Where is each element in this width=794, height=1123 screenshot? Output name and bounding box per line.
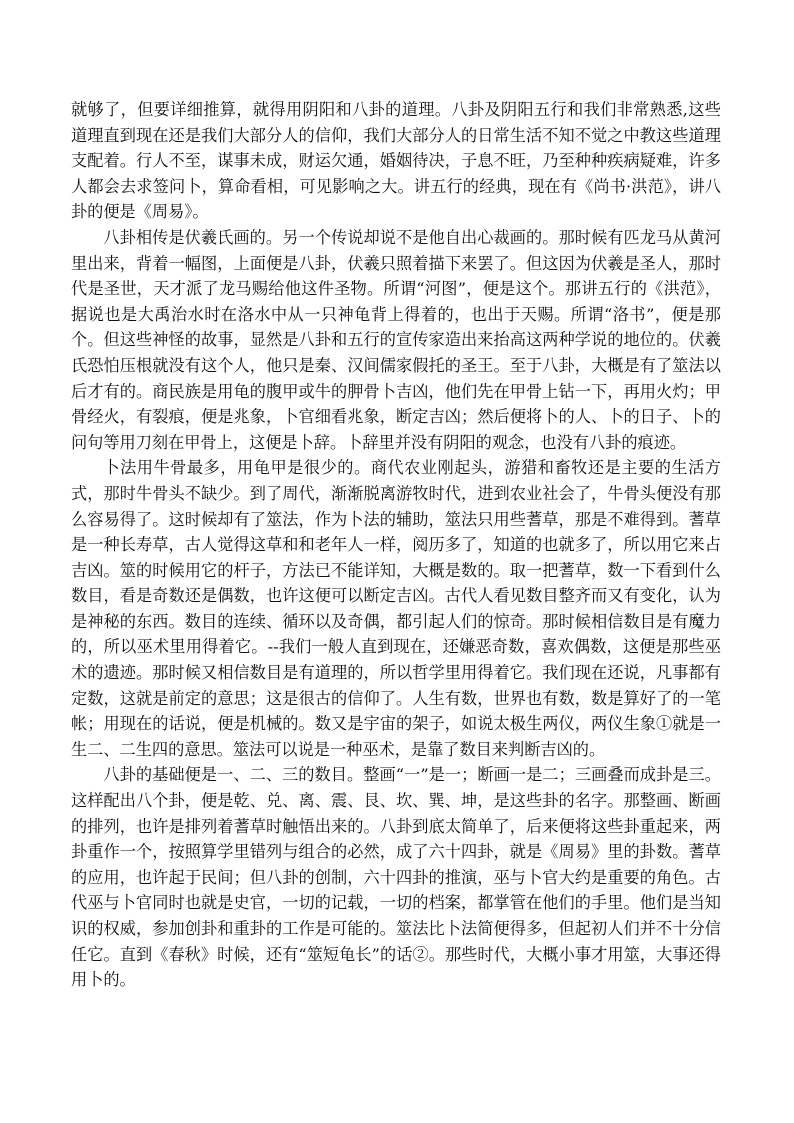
paragraph-2: 八卦相传是伏羲氏画的。另一个传说却说不是他自出心裁画的。那时候有匹龙马从黄河里出来，背着一幅图，上面便是八卦，伏羲只照着描下来罢了。但这因为伏羲是圣人，那时代是圣世，天才派了龙马赐给他这件圣物。所谓“河图”，便是这个。那讲五行的《洪范》，据说也是大禹治水时在洛水中从一只神龟背上得着的，也出于天赐。所谓“洛书”，便是那个。但这些神怪的故事，显然是八卦和五行的宣传家造出来抬高这两种学说的地位的。伏羲氏恐怕压根就没有这个人，他只是秦、汉间儒家假托的圣王。至于八卦，大概是有了筮法以后才有的。商民族是用龟的腹甲或牛的胛骨卜吉凶，他们先在甲骨上钻一下，再用火灼；甲骨经火，有裂痕，便是兆象，卜官细看兆象，断定吉凶；然后便将卜的人、卜的日子、卜的问句等用刀刻在甲骨上，这便是卜辞。卜辞里并没有阴阳的观念，也没有八卦的痕迹。 [71,227,721,452]
document-page [71,97,721,993]
paragraph-1: 就够了，但要详细推算，就得用阴阳和八卦的道理。八卦及阴阳五行和我们非常熟悉,这些道理直到现在还是我们大部分人的信仰，我们大部分人的日常生活不知不觉之中教这些道理支配着。行人不至，谋事未成，财运欠通，婚姻待决，子息不旺，乃至种种疾病疑难，许多人都会去求签问卜，算命看相，可见影响之大。讲五行的经典，现在有《尚书·洪范》，讲八卦的便是《周易》。 [71,100,721,222]
paragraph-3: 卜法用牛骨最多，用龟甲是很少的。商代农业刚起头，游猎和畜牧还是主要的生活方式，那时牛骨头不缺少。到了周代，渐渐脱离游牧时代，进到农业社会了，牛骨头便没有那么容易得了。这时候却有了筮法，作为卜法的辅助，筮法只用些蓍草，那是不难得到。蓍草是一种长寿草，古人觉得这草和和老年人一样，阅历多了，知道的也就多了，所以用它来占吉凶。筮的时候用它的杆子，方法已不能详知，大概是数的。取一把蓍草，数一下看到什么数目，看是奇数还是偶数，也许这便可以断定吉凶。古代人看见数目整齐而又有变化，认为是神秘的东西。数目的连续、循环以及奇偶，都引起人们的惊奇。那时候相信数目是有魔力的，所以巫术里用得着它。--我们一般人直到现在，还嫌恶奇数，喜欢偶数，这便是那些巫术的遗迹。那时候又相信数目是有道理的，所以哲学里用得着它。我们现在还说，凡事都有定数，这就是前定的意思；这是很古的信仰了。人生有数，世界也有数，数是算好了的一笔帐；用现在的话说，便是机械的。数又是宇宙的架子，如说太极生两仪，两仪生象①就是一生二、二生四的意思。筮法可以说是一种巫术，是靠了数目来判断吉凶的。 [71,458,721,759]
paragraph-4: 八卦的基础便是一、二、三的数目。整画“一”是一；断画一是二；三画叠而成卦是三。这样配出八个卦，便是乾、兑、离、震、艮、坎、巽、坤，是这些卦的名字。那整画、断画的排列，也许是排列着蓍草时触悟出来的。八卦到底太简单了，后来便将这些卦重起来，两卦重作一个，按照算学里错列与组合的必然，成了六十四卦，就是《周易》里的卦数。蓍草的应用，也许起于民间；但八卦的创制，六十四卦的推演，巫与卜官大约是重要的角色。古代巫与卜官同时也就是史官，一切的记载，一切的档案，都掌管在他们的手里。他们是当知识的权威，参加创卦和重卦的工作是可能的。筮法比卜法简便得多，但起初人们并不十分信任它。直到《春秋》时候，还有“筮短龟长”的话②。那些时代，大概小事才用筮，大事还得用卜的。 [71,765,721,990]
